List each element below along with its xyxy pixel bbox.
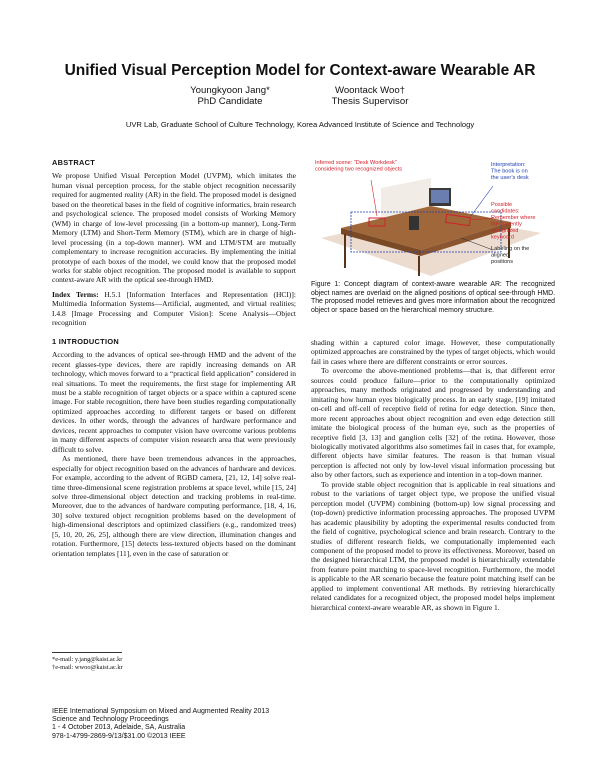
paper-title: Unified Visual Perception Model for Context-aware Wearable AR [64,62,536,79]
footnote-2: †e-mail: wwoo@kaist.ac.kr [52,664,123,672]
author-1 [170,85,290,107]
figure-1-caption: Figure 1: Concept diagram of context-aware wearable AR: The recognized object names are overlaid on the aligned positions of optical see-through HMD. The proposed model retrieves and gives more information about the recognized object or space based on the hierarchical memory structure. [311,281,555,314]
conference-info [52,708,269,741]
right-column-body [311,338,555,612]
label-interpretation: Interpretation: The book is on the user’s desk [491,162,529,181]
affiliation: UVR Lab, Graduate School of Culture Technology, Korea Advanced Institute of Science and Technology [125,120,475,129]
author-2 [300,85,440,107]
conference-line-1: IEEE International Symposium on Mixed and Augmented Reality 2013 [52,708,270,715]
author-2-role: Thesis Supervisor [331,96,409,107]
conference-line-3: 1 - 4 October 2013, Adelaide, SA, Australia [52,724,186,732]
left-column [52,158,296,558]
section-1-paragraph-2: As mentioned, there have been tremendous advances in the approaches, especially for object recognition based on the advances of hardware and devices. For example, according to the advent of RGBD camera, [21, 12, 14] solve real-time three-dimensional scene registration problems at space level, while [15, 24] solve three-dimensional object detection and tracking problems in real-time. Moreover, due to the advances of hardware computing performance, [18, 4, 16, 30] solve textured object recognition problems based on the development of high-dimensional descriptors and optimized classifiers (e.g., randomized trees) [5, 10, 20, 26, 25], although there are view direction, illumination changes and rotation. Furthermore, [15] detects less-textured objects based on the dominant orientation templates [11], even in the case of saturation or [52,454,296,558]
right-paragraph-1: To overcome the above-mentioned problems—that is, that different error sources could produce failure—prior to the computationally optimized approaches, many methods originated and progressed by understanding and imitating how human eyes biologically process. In an early stage, [19] imitated on-cell and off-cell of receptive field of retina for edge detection. Since then, more recent approaches about object recognition and even edge detection still imitate the biological process of the human eye, such as the properties of receptive field [3, 13] and ganglion cells [32] of the retina. However, those biologically motivated algorithms also sometimes fail in cases that, for example, different objects have similar features. The reason is that human visual perception is affected not only by low-level visual information processing but also by other factors, such as experience and intention in a top-down manner. [311,366,555,480]
figure-1-diagram [311,158,555,278]
conference-line-4: 978-1-4799-2869-9/13/$31.00 ©2013 IEEE [52,732,186,740]
footnotes [52,656,123,673]
author-1-role: PhD Candidate [197,96,263,107]
right-paragraph-2: To provide stable object recognition that is applicable in real situations and robust to the variations of target object type, we propose the unified visual perception model (UVPM) combining (bottom-up) low signal processing and (top-down) predictive information processing approaches. The proposed UVPM has academic plausibility by adopting the experimental results conducted from the field of cognitive, psychological science and brain research. Contrary to the studies of different research fields, we computationally implemented each component of the proposed model to prove its effectiveness. Moreover, based on the designed hierarchical LTM, the proposed model is hierarchically extendable from feature point matching to space-level recognition. Furthermore, the model is applicable to the AR scenario because the feature point matching itself can be applied to implement conventional AR methods. By retrieving hierarchically related candidates for a recognized object, the proposed model helps implement hierarchical context-aware wearable AR, as shown in Figure 1. [311,479,555,612]
label-inferred-scene: Inferred scene: “Desk Workdesk” considering two recognized objects [315,160,403,173]
chair [409,216,419,230]
abstract-text: We propose Unified Visual Perception Model (UVPM), which imitates the human visual perception process, for the stable object recognition necessarily required for augmented reality (AR) in the field. The proposed model is designed based on the theoretical bases in the field of cognitive informatics, brain research and psychological science. The proposed model consists of Working Memory (WM) in charge of low-level processing (in a bottom-up manner), Long-Term Memory (LTM) and Short-Term Memory (STM), which are in charge of high-level processing (in a top-down manner). WM and LTM/STM are mutually complementary to increase recognition accuracies. By implementing the initial prototype of each boxes of the model, we could know that the proposed model works for stable object recognition. The proposed model is available to support context-aware AR with the optical see-through HMD. [52,171,296,285]
index-terms [52,290,296,328]
section-1-paragraph-1: According to the advances of optical see-through HMD and the advent of the recent glasses-type devices, there are rapidly increasing demands on AR technology, which moves forward to a “practical field application” considered in real situations. To meet the requirements, the first stage for implementing AR must be a stable recognition of target objects or a space within a captured scene image. For stable recognition, there have been studies regarding computationally optimized approaches according to different targets or based on different devices. In other words, through the advances of hardware performance and devices, recent approaches to computer vision have overcome various problems in many different aspects of computer vision research area that were previously difficult to solve. [52,350,296,454]
conference-line-2: Science and Technology Proceedings [52,716,169,724]
label-labeling: Labeling on the aligned positions [491,246,530,265]
abstract-heading: ABSTRACT [52,158,96,167]
right-paragraph-0: shading within a captured color image. However, these computationally optimized approaches are constrained by the types of target objects, which would fail in cases where there are different constraints or error sources. [311,338,555,366]
label-possible-candidates: Possible candidates: Remember where the currently recognized keyboard [491,202,536,241]
author-1-name: Youngkyoon Jang* [190,85,270,96]
author-2-name: Woontack Woo† [334,85,406,96]
footnote-rule [52,652,122,653]
index-terms-label: Index Terms: [52,289,99,299]
section-1-heading: 1 INTRODUCTION [52,336,120,346]
footnote-1: *e-mail: y.jang@kaist.ac.kr [52,656,123,663]
index-terms-text: H.5.1 [Information Interfaces and Representation (HCI)]: Multimedia Information Systems—Artificial, augmented, and virtual realities; I.4.8 [Image Processing and Computer Vision]: Scene Analysis—Object recognition [52,289,297,328]
